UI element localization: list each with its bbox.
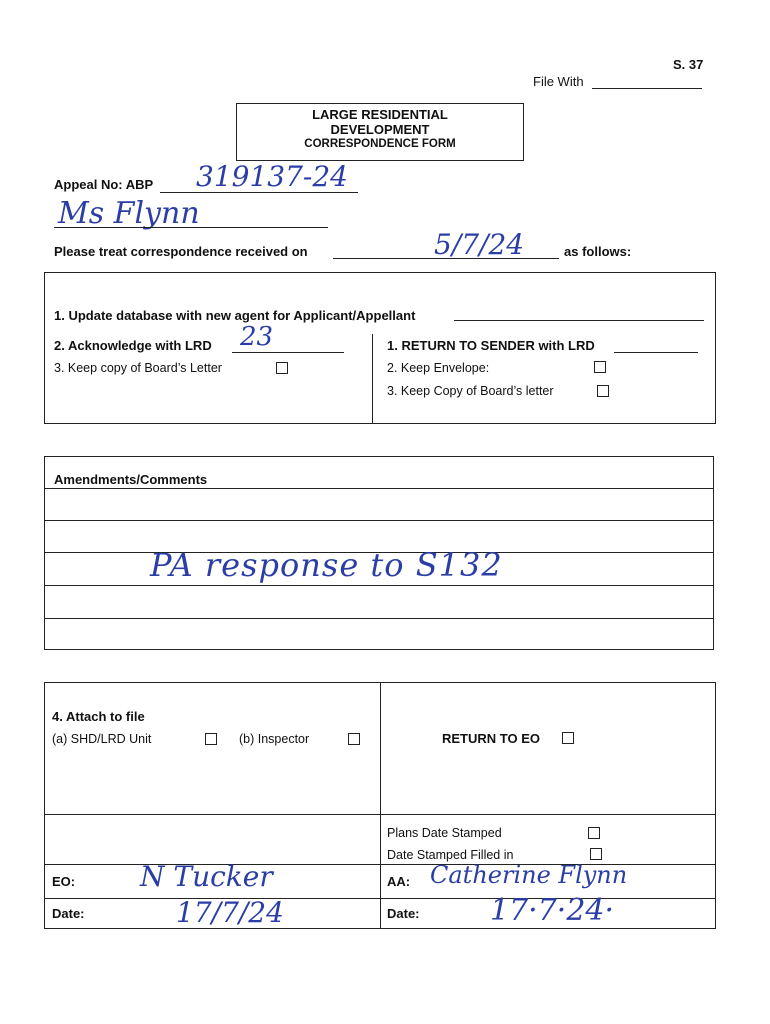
shd-unit-label: (a) SHD/LRD Unit [52,732,152,746]
date-stamped-label: Date Stamped Filled in [387,848,514,862]
return-eo-label: RETURN TO EO [442,731,540,746]
title-line-2: DEVELOPMENT [330,122,430,137]
date-label-right: Date: [387,906,420,921]
keep-envelope-checkbox[interactable] [594,361,606,373]
return-sender-line [614,352,698,353]
keep-copy2-label: 3. Keep Copy of Board’s letter [387,384,554,398]
inspector-checkbox[interactable] [348,733,360,745]
title-line-1: LARGE RESIDENTIAL [312,107,448,122]
name-line [54,227,328,228]
form-code: S. 37 [673,57,704,72]
update-line [454,320,704,321]
eo-signature: N Tucker [140,860,273,893]
file-with-line [592,88,702,89]
amendments-rule-2 [44,520,714,521]
acknowledge-line [232,352,344,353]
keep-copy2-checkbox[interactable] [597,385,609,397]
eo-label: EO: [52,874,76,889]
update-label: 1. Update database with new agent for Applicant/Appellant [54,308,416,323]
section4-divider [380,682,381,929]
acknowledge-label: 2. Acknowledge with LRD [54,338,212,353]
amendments-rule-1 [44,488,714,489]
return-sender-label: 1. RETURN TO SENDER with LRD [387,338,595,353]
keep-copy-label: 3. Keep copy of Board’s Letter [54,361,222,375]
plans-stamped-checkbox[interactable] [588,827,600,839]
title-line-3: CORRESPONDENCE FORM [304,138,456,150]
appeal-label: Appeal No: ABP [54,177,154,192]
amendments-heading: Amendments/Comments [54,472,208,487]
appeal-number: 319137-24 [196,160,348,193]
aa-label: AA: [387,874,411,889]
section4-rule-3 [44,898,716,899]
file-with-label: File With [533,74,584,89]
date-label-left: Date: [52,906,85,921]
shd-unit-checkbox[interactable] [205,733,217,745]
amendments-comment: PA response to S132 [150,546,503,584]
attach-label: 4. Attach to file [52,709,145,724]
inspector-label: (b) Inspector [239,732,310,746]
treat-suffix: as follows: [564,244,632,259]
plans-stamped-label: Plans Date Stamped [387,826,502,840]
aa-signature: Catherine Flynn [430,861,628,889]
keep-copy-checkbox[interactable] [276,362,288,374]
date-right: 17·7·24· [490,893,615,928]
actions-divider [372,334,373,424]
keep-envelope-label: 2. Keep Envelope: [387,361,490,375]
treat-label: Please treat correspondence received on [54,244,308,259]
amendments-rule-5 [44,618,714,619]
date-left: 17/7/24 [176,896,284,929]
acknowledge-value: 23 [240,322,274,352]
date-stamped-checkbox[interactable] [590,848,602,860]
page-title [236,107,524,152]
return-eo-checkbox[interactable] [562,732,574,744]
treat-date: 5/7/24 [434,228,525,261]
section4-rule-1 [44,814,716,815]
amendments-rule-4 [44,585,714,586]
addressee-name: Ms Flynn [58,196,200,231]
